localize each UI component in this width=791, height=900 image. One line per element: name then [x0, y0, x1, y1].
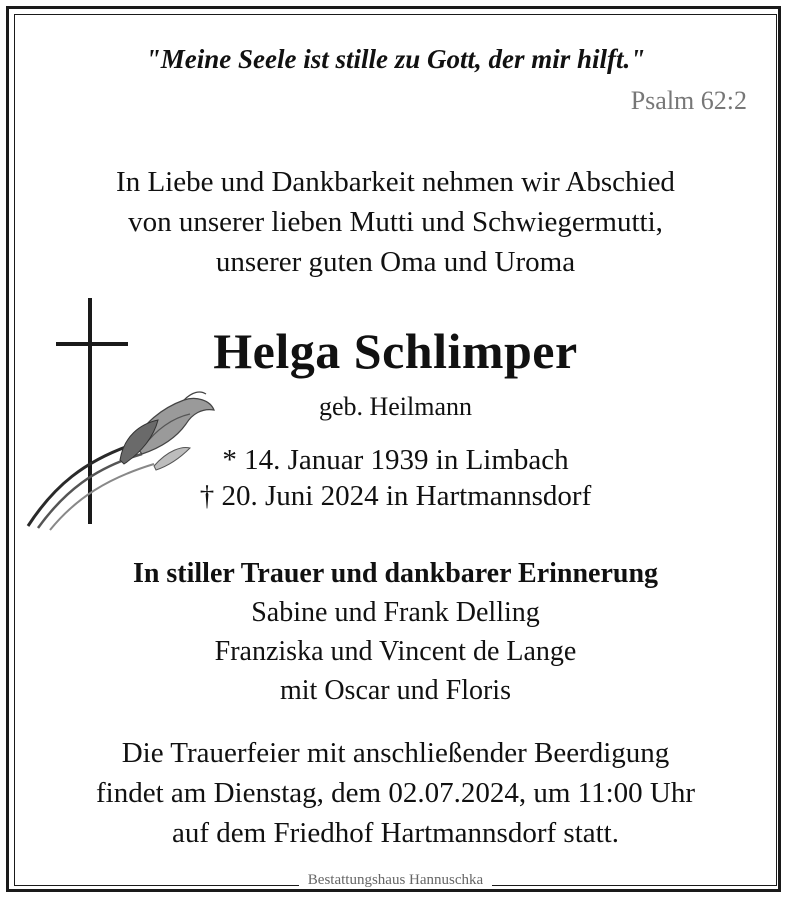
- intro-line-1: In Liebe und Dankbarkeit nehmen wir Abschied: [116, 166, 675, 198]
- service-line-1: Die Trauerfeier mit anschließender Beerdigung: [121, 737, 670, 769]
- funeral-home-name: Bestattungshaus Hannuschka: [299, 872, 492, 888]
- psalm-reference: Psalm 62:2: [630, 86, 747, 115]
- mourner-line-3: mit Oscar und Floris: [280, 675, 511, 706]
- funeral-home-credit: [0, 872, 791, 889]
- deceased-name: Helga Schlimper: [213, 323, 578, 379]
- service-line-2: findet am Dienstag, dem 02.07.2024, um 11:00 Uhr: [96, 777, 695, 809]
- intro-line-3: unserer guten Oma und Uroma: [215, 246, 576, 278]
- mourners-heading: In stiller Trauer und dankbarer Erinnerung: [132, 558, 659, 589]
- intro-line-2: von unserer lieben Mutti und Schwiegermutti,: [128, 206, 663, 238]
- maiden-name: geb. Heilmann: [318, 392, 473, 421]
- bible-quote: "Meine Seele ist stille zu Gott, der mir hilft.": [145, 44, 646, 74]
- death-date: † 20. Juni 2024 in Hartmannsdorf: [199, 480, 592, 512]
- mourner-line-1: Sabine und Frank Delling: [251, 597, 540, 628]
- service-line-3: auf dem Friedhof Hartmannsdorf statt.: [172, 817, 619, 849]
- birth-date: * 14. Januar 1939 in Limbach: [222, 444, 569, 476]
- mourner-line-2: Franziska und Vincent de Lange: [214, 636, 577, 667]
